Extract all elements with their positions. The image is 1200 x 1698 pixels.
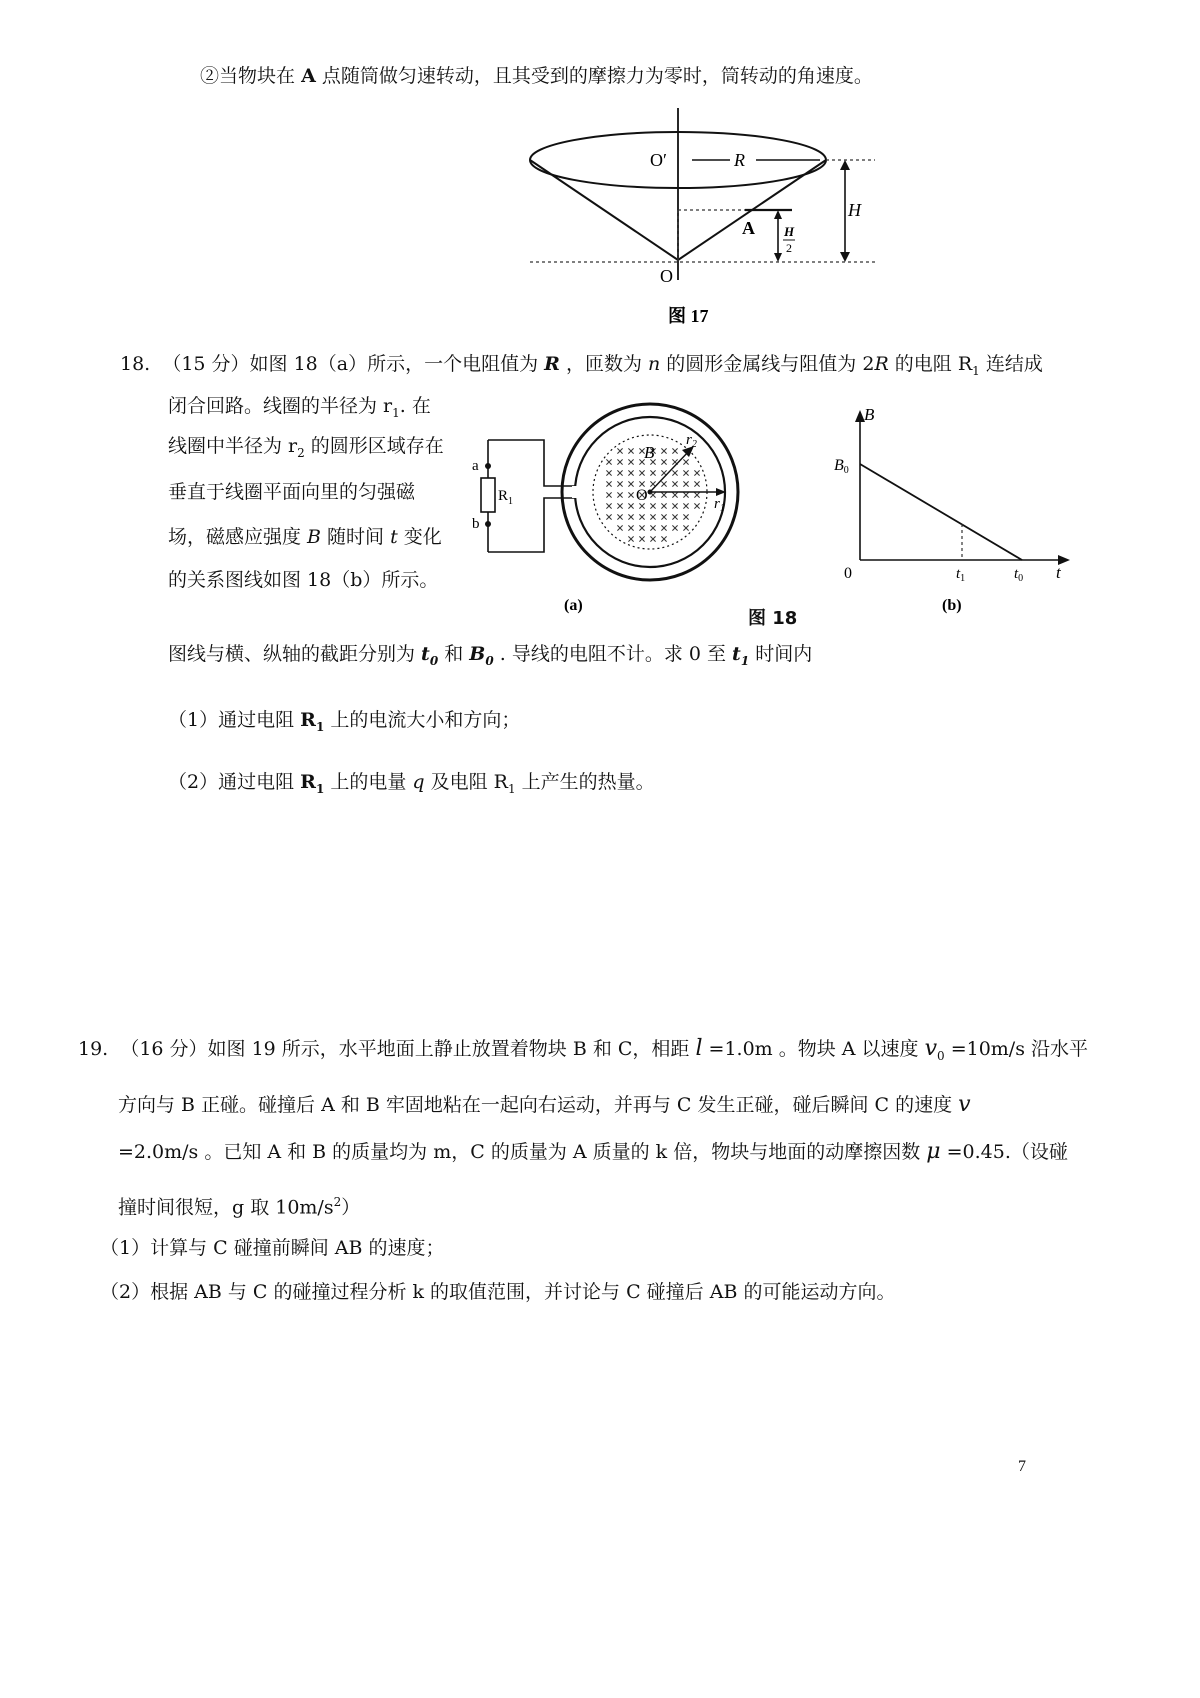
label-B-field: B [644, 443, 655, 462]
R-label: R [734, 150, 745, 170]
q18-line1: 18. （15 分）如图 18（a）所示，一个电阻值为 R ，匝数为 n 的圆形金属线与阻值为 2R 的电阻 $R_1$ 连结成 [120, 353, 1043, 378]
resistor-R1 [481, 478, 495, 512]
q18-line7: 图线与横、纵轴的截距分别为 $t_0$ 和 $B_0$ . 导线的电阻不计。求 0 至 $t_1$ 时间内 [168, 643, 813, 668]
label-r1: $r_1$ [714, 496, 725, 514]
terminal-a [485, 463, 491, 469]
O-prime-label: O′ [650, 150, 667, 170]
figure-18a [468, 400, 748, 620]
H-label: H [848, 200, 861, 220]
circled-number: ② [200, 65, 220, 87]
axis-label-t: t [1056, 563, 1061, 582]
q18-line5: 场，磁感应强度 B 随时间 t 变化 [168, 526, 442, 548]
terminal-b [485, 521, 491, 527]
q19-line4: 撞时间很短，g 取 $10m/s^2$） [118, 1195, 361, 1219]
fig18a-label: (a) [564, 597, 583, 614]
label-B0: B0 [834, 457, 849, 476]
B-line [860, 464, 1022, 560]
H-arrow-head-down [840, 252, 850, 262]
q18-line2: 闭合回路。线圈的半径为 $r_1$. 在 [168, 395, 431, 420]
q18-line3: 线圈中半径为 $r_2$ 的圆形区域存在 [168, 435, 444, 460]
q19-number: 19. [78, 1038, 109, 1060]
half-H-den: 2 [786, 241, 792, 255]
half-H-arrow-head-up [774, 210, 782, 219]
half-H-arrow-head-down [774, 253, 782, 262]
figure-18b [830, 400, 1080, 615]
q18-question-2: （2）通过电阻 $R_1$ 上的电量 q 及电阻 $R_1$ 上产生的热量。 [168, 771, 655, 796]
q19-question-1: （1）计算与 C 碰撞前瞬间 AB 的速度； [100, 1237, 445, 1259]
fig18b-label: (b) [942, 597, 962, 614]
cone-left-side [530, 160, 678, 260]
figure-17 [520, 100, 900, 330]
q18-question-1: （1）通过电阻 $R_1$ 上的电流大小和方向； [168, 709, 521, 734]
label-a: a [472, 458, 479, 474]
label-t0: $t_0$ [1014, 566, 1024, 584]
q19-line3: =2.0m/s 。已知 A 和 B 的质量均为 m，C 的质量为 A 质量的 k 倍，物块与地面的动摩擦因数 μ =0.45.（设碰 [118, 1139, 1068, 1164]
A-label: A [742, 218, 755, 238]
page-number: 7 [1018, 1458, 1026, 1475]
label-t1: $t_1$ [956, 566, 966, 584]
q19-line1: 19. （16 分）如图 19 所示，水平地面上静止放置着物块 B 和 C，相距 l =1.0m 。物块 A 以速度 $v_0 =10m/s$ 沿水平 [78, 1036, 1089, 1063]
O-label: O [660, 266, 673, 286]
q18-number: 18. [120, 353, 151, 375]
label-O-center: O [636, 487, 648, 504]
q19-question-2: （2）根据 AB 与 C 的碰撞过程分析 k 的取值范围，并讨论与 C 碰撞后 AB 的可能运动方向。 [100, 1281, 896, 1303]
axis-label-B: B [864, 405, 875, 424]
label-R1: $R_1$ [498, 488, 514, 507]
H-arrow-head-up [840, 160, 850, 170]
q18-line6: 的关系图线如图 18（b）所示。 [168, 569, 439, 591]
q17-sub2-text: ②当物块在 A 点随筒做匀速转动，且其受到的摩擦力为零时，筒转动的角速度。 [200, 65, 873, 87]
fig18-caption: 图 18 [748, 608, 798, 629]
label-b: b [472, 516, 480, 532]
label-r2: $r_2$ [686, 432, 697, 450]
origin-label: 0 [844, 565, 852, 582]
q19-line2: 方向与 B 正碰。碰撞后 A 和 B 牢固地粘在一起向右运动，并再与 C 发生正碰，碰后瞬间 C 的速度 v [118, 1092, 971, 1117]
fig17-caption: 图 17 [668, 306, 709, 326]
field-crosses [606, 448, 699, 541]
q18-line4: 垂直于线圈平面向里的匀强磁 [168, 481, 416, 503]
half-H-num: H [784, 224, 795, 239]
